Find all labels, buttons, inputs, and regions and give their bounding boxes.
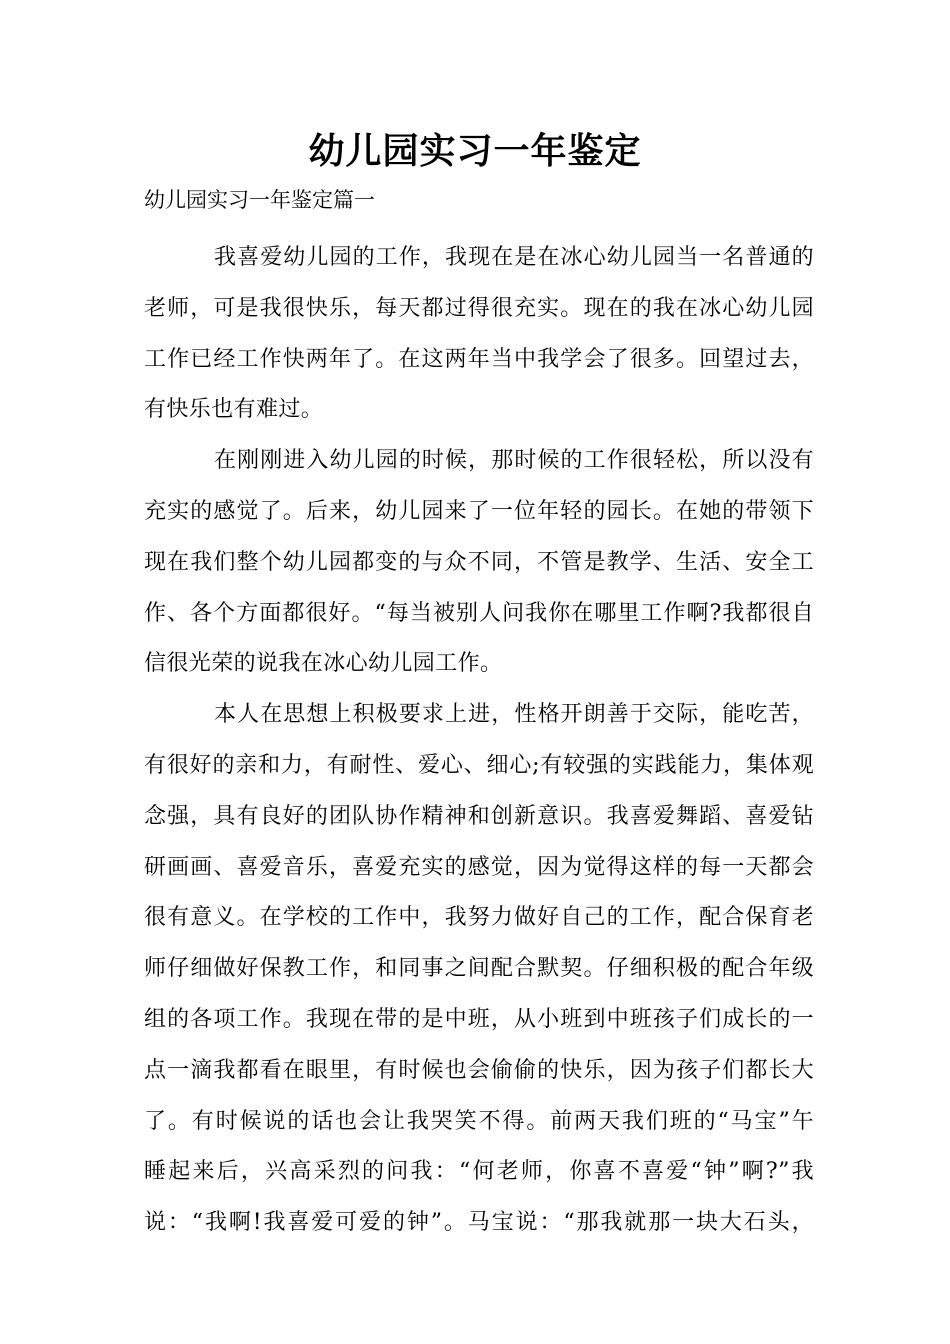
text-line: 老师，可是我很快乐，每天都过得很充实。现在的我在冰心幼儿园 — [144, 295, 814, 321]
text-line: 工作已经工作快两年了。在这两年当中我学会了很多。回望过去， — [144, 346, 814, 372]
text-line: 很有意义。在学校的工作中，我努力做好自己的工作，配合保育老 — [144, 905, 814, 931]
text-line: 师仔细做好保教工作，和同事之间配合默契。仔细积极的配合年级 — [144, 956, 814, 982]
text-line: 现在我们整个幼儿园都变的与众不同，不管是教学、生活、安全工 — [144, 549, 814, 575]
text-line: 信很光荣的说我在冰心幼儿园工作。 — [144, 651, 503, 677]
text-line: 充实的感觉了。后来，幼儿园来了一位年轻的园长。在她的带领下 — [144, 498, 814, 524]
text-line: 组的各项工作。我现在带的是中班，从小班到中班孩子们成长的一 — [144, 1006, 814, 1032]
body-text — [144, 233, 814, 1249]
text-line: 本人在思想上积极要求上进，性格开朗善于交际，能吃苦， — [214, 702, 814, 728]
document-title: 幼儿园实习一年鉴定 — [308, 131, 642, 172]
text-line: 念强，具有良好的团队协作精神和创新意识。我喜爱舞蹈、喜爱钻 — [144, 803, 814, 829]
text-line: 说：“我啊!我喜爱可爱的钟”。马宝说：“那我就那一块大石头， — [144, 1210, 814, 1236]
text-line: 有很好的亲和力，有耐性、爱心、细心;有较强的实践能力，集体观 — [144, 752, 814, 778]
text-line: 了。有时候说的话也会让我哭笑不得。前两天我们班的“马宝”午 — [144, 1108, 814, 1134]
text-line: 点一滴我都看在眼里，有时候也会偷偷的快乐，因为孩子们都长大 — [144, 1057, 814, 1083]
text-line: 作、各个方面都很好。“每当被别人问我你在哪里工作啊?我都很自 — [144, 600, 814, 626]
text-line: 我喜爱幼儿园的工作，我现在是在冰心幼儿园当一名普通的 — [214, 245, 814, 270]
text-line: 在刚刚进入幼儿园的时候，那时候的工作很轻松，所以没有 — [214, 448, 814, 474]
text-line: 有快乐也有难过。 — [144, 397, 324, 423]
text-line: 研画画、喜爱音乐，喜爱充实的感觉，因为觉得这样的每一天都会 — [144, 854, 814, 880]
text-line: 睡起来后，兴高采烈的问我：“何老师，你喜不喜爱“钟”啊?”我 — [144, 1159, 814, 1185]
section-heading: 幼儿园实习一年鉴定篇一 — [144, 188, 375, 212]
